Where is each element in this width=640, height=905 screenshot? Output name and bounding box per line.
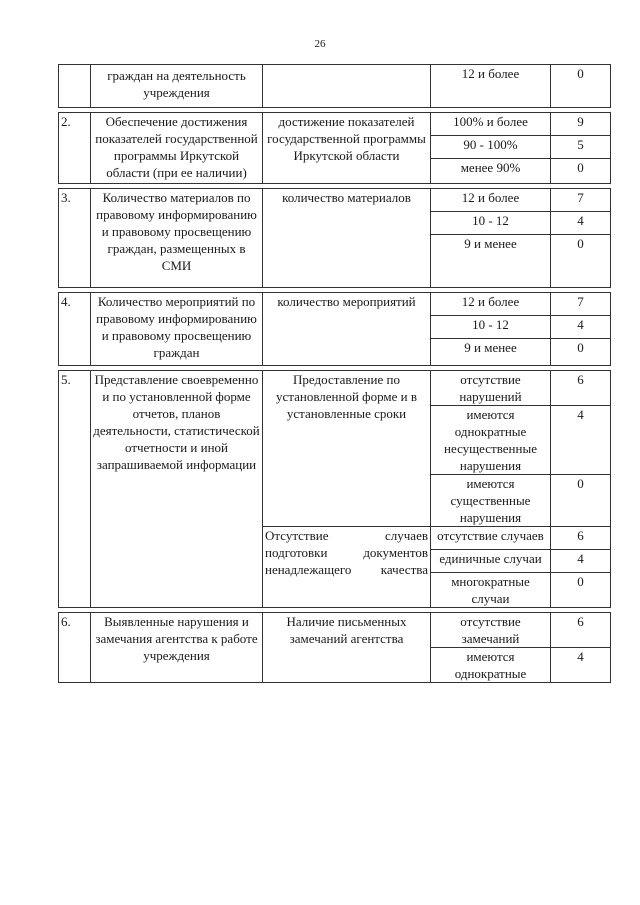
row-number: 3. xyxy=(59,189,91,288)
indicator: Отсутствие случаев подготовки документов ненадлежащего качества xyxy=(263,527,431,608)
indicator: достижение показателей государственной программы Иркутской области xyxy=(263,113,431,184)
criterion-name: Выявленные нарушения и замечания агентства к работе учреждения xyxy=(91,613,263,683)
value-range: 9 и менее xyxy=(431,339,551,366)
points: 4 xyxy=(551,212,611,235)
value-range: менее 90% xyxy=(431,159,551,184)
indicator: количество мероприятий xyxy=(263,293,431,366)
points: 6 xyxy=(551,527,611,550)
points: 0 xyxy=(551,65,611,108)
points: 0 xyxy=(551,339,611,366)
page-number: 26 xyxy=(314,38,326,50)
points: 6 xyxy=(551,613,611,648)
value-range: 10 - 12 xyxy=(431,316,551,339)
value-range: имеются существенные нарушения xyxy=(431,475,551,527)
row-number xyxy=(59,65,91,108)
points: 9 xyxy=(551,113,611,136)
table-row xyxy=(59,371,611,406)
value-range: отсутствие замечаний xyxy=(431,613,551,648)
value-range: 10 - 12 xyxy=(431,212,551,235)
points: 7 xyxy=(551,189,611,212)
points: 4 xyxy=(551,550,611,573)
value-range: многократные случаи xyxy=(431,573,551,608)
points: 4 xyxy=(551,316,611,339)
points: 4 xyxy=(551,648,611,683)
indicator: количество материалов xyxy=(263,189,431,288)
row-number: 2. xyxy=(59,113,91,184)
points: 4 xyxy=(551,406,611,475)
criterion-name: Количество мероприятий по правовому информированию и правовому просвещению граждан xyxy=(91,293,263,366)
table-row xyxy=(59,189,611,212)
criteria-table xyxy=(58,64,611,683)
row-number: 4. xyxy=(59,293,91,366)
criterion-name: Обеспечение достижения показателей государственной программы Иркутской области (при ее наличии) xyxy=(91,113,263,184)
table-row xyxy=(59,613,611,648)
criterion-name: Представление своевременно и по установленной форме отчетов, планов деятельности, статистической отчетности и иной запрашиваемой информации xyxy=(91,371,263,608)
points: 0 xyxy=(551,475,611,527)
value-range: 12 и более xyxy=(431,293,551,316)
points: 0 xyxy=(551,573,611,608)
indicator: Наличие письменных замечаний агентства xyxy=(263,613,431,683)
points: 6 xyxy=(551,371,611,406)
points: 5 xyxy=(551,136,611,159)
value-range: имеются однократные несущественные нарушения xyxy=(431,406,551,475)
points: 0 xyxy=(551,235,611,288)
indicator: Предоставление по установленной форме и в установленные сроки xyxy=(263,371,431,527)
value-range: 12 и более xyxy=(431,189,551,212)
criterion-name: граждан на деятельность учреждения xyxy=(91,65,263,108)
value-range: единичные случаи xyxy=(431,550,551,573)
indicator xyxy=(263,65,431,108)
row-number: 6. xyxy=(59,613,91,683)
value-range: отсутствие случаев xyxy=(431,527,551,550)
criterion-name: Количество материалов по правовому информированию и правовому просвещению граждан, размещенных в СМИ xyxy=(91,189,263,288)
table-row xyxy=(59,113,611,136)
table-row xyxy=(59,293,611,316)
points: 0 xyxy=(551,159,611,184)
points: 7 xyxy=(551,293,611,316)
value-range: 100% и более xyxy=(431,113,551,136)
value-range: 9 и менее xyxy=(431,235,551,288)
value-range: 90 - 100% xyxy=(431,136,551,159)
value-range: имеются однократные xyxy=(431,648,551,683)
value-range: 12 и более xyxy=(431,65,551,108)
value-range: отсутствие нарушений xyxy=(431,371,551,406)
row-number: 5. xyxy=(59,371,91,608)
table-row xyxy=(59,65,611,108)
